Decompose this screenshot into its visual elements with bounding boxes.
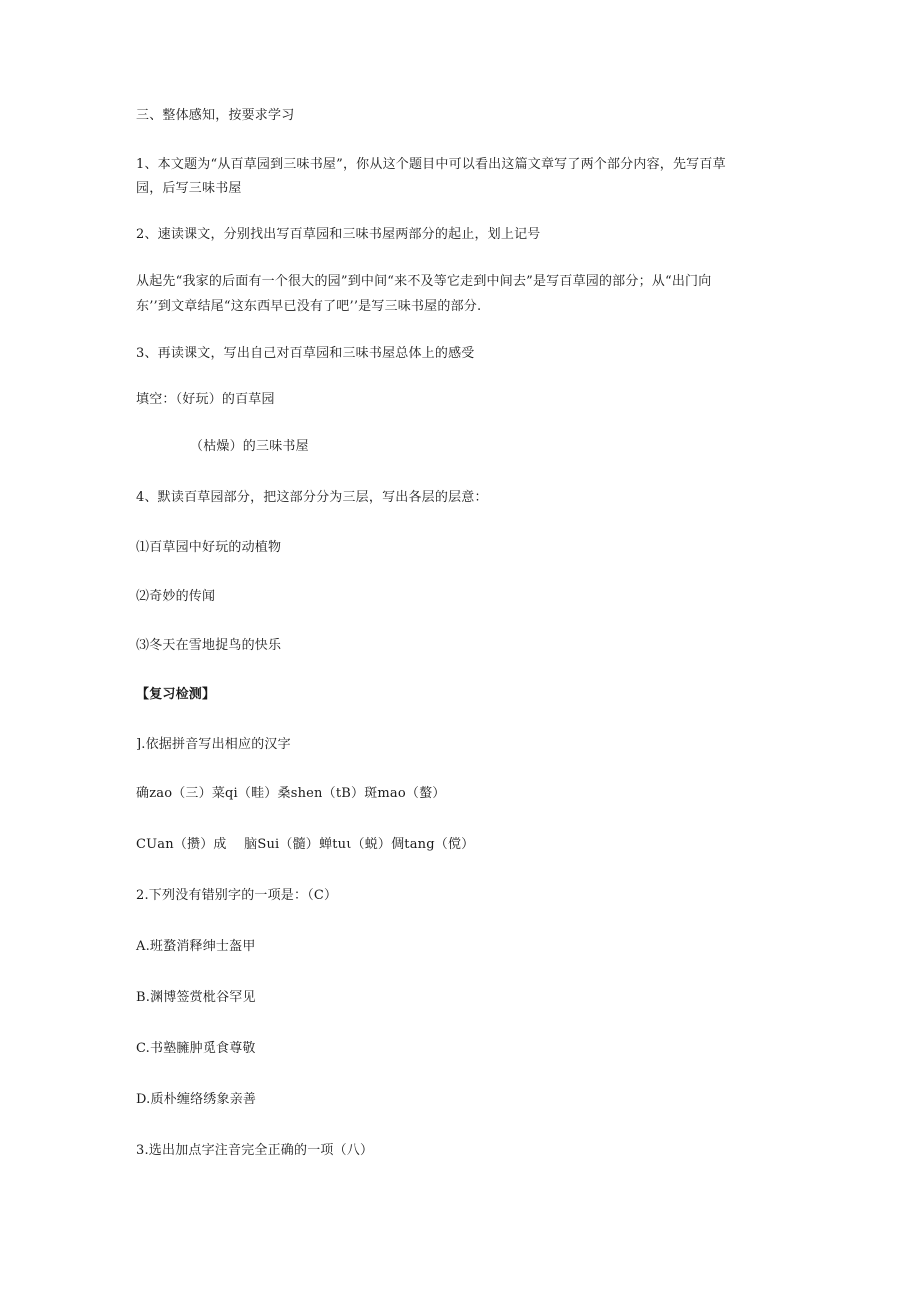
fill-blank-2: （枯燥）的三味书屋 (190, 439, 309, 454)
exercise-1-row-2: CUan（攒）成 脑Sui（髓）蝉tuι（蜕）倜tang（傥） (136, 837, 475, 852)
review-heading: 【复习检测】 (136, 687, 216, 702)
option-b: B.渊博签赏枇谷罕见 (136, 990, 256, 1005)
option-a: A.班蝥消释绅士盔甲 (136, 939, 256, 954)
layer-1: ⑴百草园中好玩的动植物 (136, 540, 282, 555)
question-3: 3、再读课文，写出自己对百草园和三味书屋总体上的感受 (136, 346, 475, 361)
option-c: C.书塾臃肿觅食尊敬 (136, 1041, 256, 1056)
option-d: D.质朴缠络绣象亲善 (136, 1092, 257, 1107)
exercise-1: ].依据拼音写出相应的汉字 (136, 737, 291, 752)
answer-2-line-1: 从起先“我家的后面有一个很大的园”到中间“来不及等它走到中间去”是写百草园的部分；从“出门向 (136, 274, 712, 289)
exercise-3: 3.选出加点字注音完全正确的一项（八） (136, 1143, 374, 1158)
layer-3: ⑶冬天在雪地捉鸟的快乐 (136, 638, 282, 653)
question-4: 4、默读百草园部分，把这部分分为三层，写出各层的层意： (136, 490, 488, 505)
section-heading: 三、整体感知，按要求学习 (136, 108, 295, 123)
fill-blank-1: 填空：（好玩）的百草园 (136, 392, 275, 407)
question-1-line-2: 园，后写三味书屋 (136, 181, 242, 196)
exercise-2: 2.下列没有错别字的一项是：（C） (136, 888, 338, 903)
question-1-line-1: 1、本文题为“从百草园到三味书屋”，你从这个题目中可以看出这篇文章写了两个部分内容，先写百草 (136, 157, 726, 172)
answer-2-line-2: 东’’到文章结尾“这东西早已没有了吧’’是写三味书屋的部分. (136, 299, 482, 314)
layer-2: ⑵奇妙的传闻 (136, 589, 216, 604)
exercise-1-row-1: 确zao（三）菜qi（畦）桑shen（tB）斑mao（螯） (136, 786, 446, 801)
question-2: 2、速读课文，分别找出写百草园和三味书屋两部分的起止，划上记号 (136, 227, 541, 242)
